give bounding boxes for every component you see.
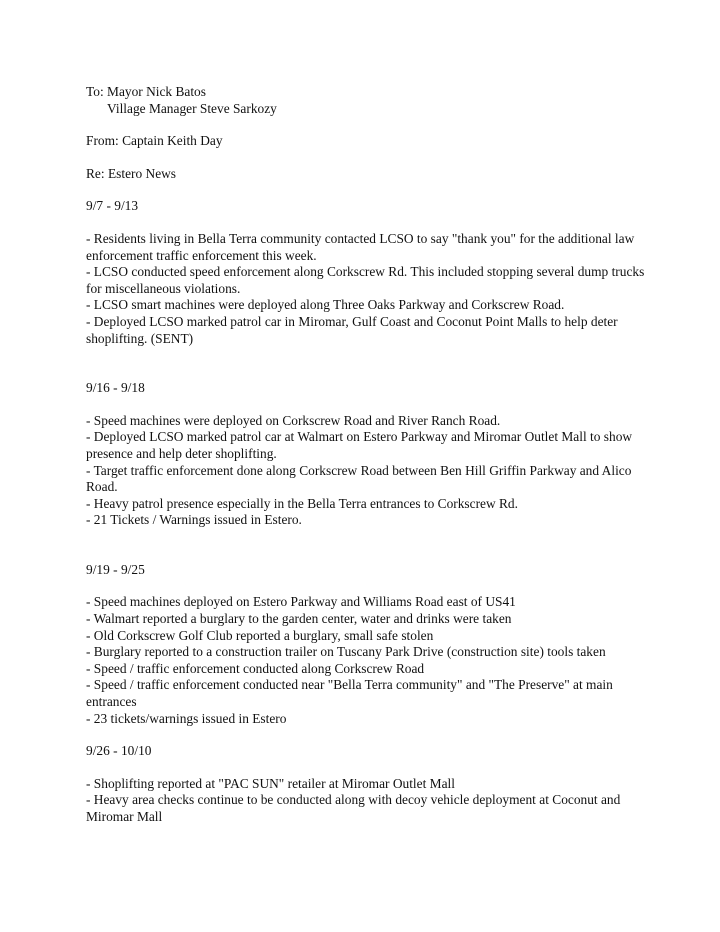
list-item: - LCSO smart machines were deployed along Three Oaks Parkway and Corkscrew Road.: [86, 297, 565, 313]
list-item: - Walmart reported a burglary to the garden center, water and drinks were taken: [86, 611, 512, 627]
re-subject: Estero News: [107, 165, 177, 181]
list-item: - 21 Tickets / Warnings issued in Estero.: [86, 512, 302, 528]
section-period-heading: 9/7 - 9/13: [86, 198, 139, 214]
list-item: - LCSO conducted speed enforcement along Corkscrew Rd. This included stopping several dump trucks for miscellaneous violations.: [86, 264, 645, 296]
section-items-list: [86, 231, 646, 347]
list-item: - Speed / traffic enforcement conducted along Corkscrew Road: [86, 660, 425, 676]
list-item: - Speed / traffic enforcement conducted near "Bella Terra community" and "The Preserve" at main entrances: [86, 677, 613, 710]
list-item: - Burglary reported to a construction trailer on Tuscany Park Drive (construction site) tools taken: [86, 644, 606, 660]
re-label: Re:: [86, 165, 105, 181]
from-name: Captain Keith Day: [122, 133, 223, 149]
memo-body: [86, 84, 646, 826]
memo-to-line: [86, 84, 646, 101]
section-items-list: [86, 776, 646, 826]
section-items-list: [86, 594, 646, 727]
list-item: - Speed machines were deployed on Corkscrew Road and River Ranch Road.: [86, 412, 501, 428]
section-period-heading: 9/16 - 9/18: [86, 380, 145, 396]
list-item: - Speed machines deployed on Estero Parkway and Williams Road east of US41: [86, 594, 516, 610]
from-label: From:: [86, 133, 119, 149]
list-item: - Deployed LCSO marked patrol car in Miromar, Gulf Coast and Coconut Point Malls to help deter shoplifting. (SENT): [86, 313, 618, 346]
to-label: To:: [86, 84, 104, 99]
list-item: - 23 tickets/warnings issued in Estero: [86, 710, 287, 726]
list-item: - Residents living in Bella Terra community contacted LCSO to say "thank you" for the additional law enforcement traffic enforcement this week.: [86, 230, 635, 263]
list-item: - Heavy patrol presence especially in the Bella Terra entrances to Corkscrew Rd.: [86, 495, 518, 511]
section-period-heading: 9/19 - 9/25: [86, 561, 145, 577]
list-item: - Old Corkscrew Golf Club reported a burglary, small safe stolen: [86, 627, 434, 643]
section-items-list: [86, 413, 646, 529]
list-item: - Shoplifting reported at "PAC SUN" retailer at Miromar Outlet Mall: [86, 775, 455, 791]
list-item: - Heavy area checks continue to be conducted along with decoy vehicle deployment at Coconut and Miromar Mall: [86, 792, 621, 824]
to-recipient-manager: Village Manager Steve Sarkozy: [107, 100, 277, 116]
to-recipient-mayor: Mayor Nick Batos: [107, 84, 206, 99]
list-item: - Deployed LCSO marked patrol car at Walmart on Estero Parkway and Miromar Outlet Mall to show presence and help deter shoplifting.: [86, 429, 633, 461]
list-item: - Target traffic enforcement done along Corkscrew Road between Ben Hill Griffin Parkway and Alico Road.: [86, 462, 632, 495]
memo-re-line: [86, 166, 646, 183]
section-period-heading: 9/26 - 10/10: [86, 743, 152, 759]
memo-from-line: [86, 133, 646, 150]
